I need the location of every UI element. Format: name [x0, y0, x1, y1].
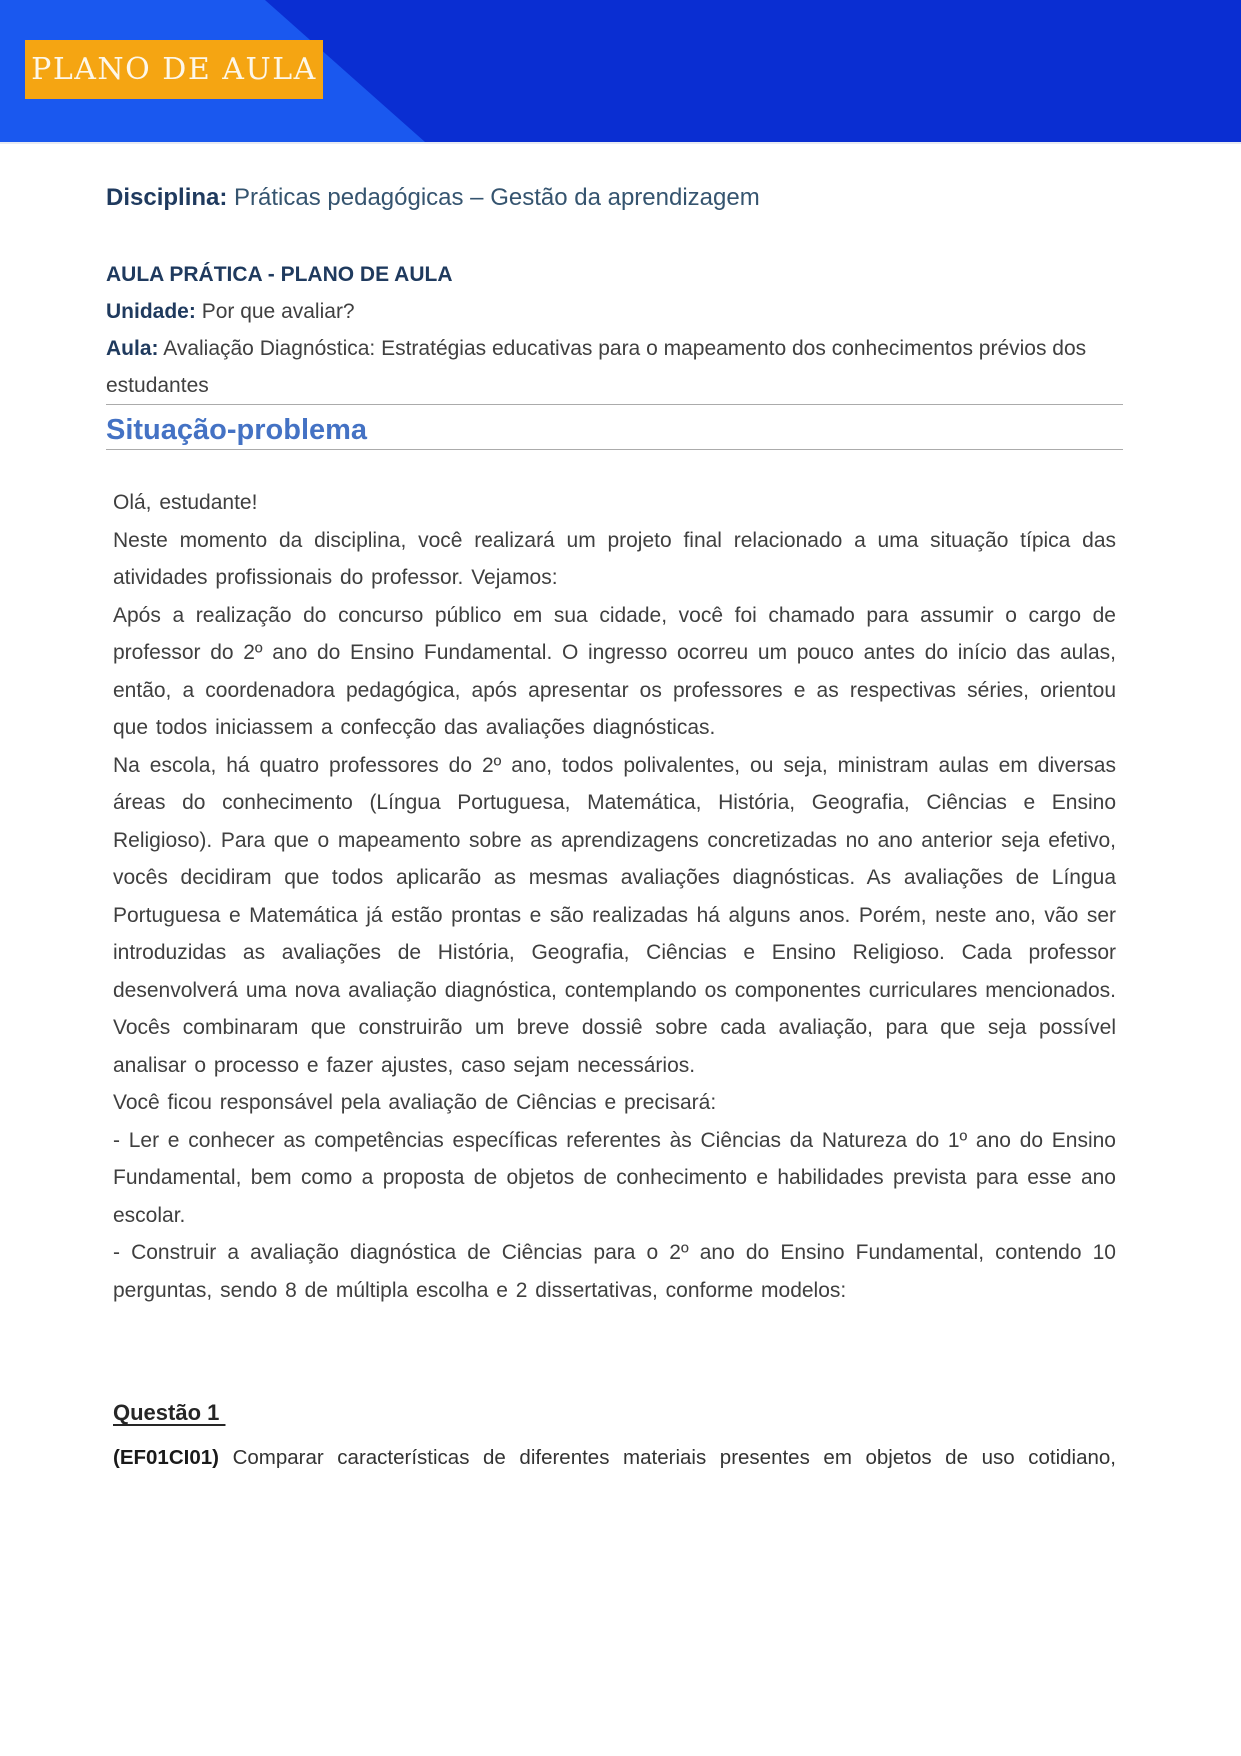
discipline-value: Práticas pedagógicas – Gestão da aprendizagem	[234, 184, 760, 211]
discipline-label: Disciplina:	[106, 184, 228, 211]
lesson-meta	[106, 256, 1123, 404]
lesson-value: Avaliação Diagnóstica: Estratégias educativas para o mapeamento dos conhecimentos prévios dos estudantes	[106, 337, 1087, 397]
practice-title: AULA PRÁTICA - PLANO DE AULA	[106, 263, 453, 286]
paragraph-intro: Neste momento da disciplina, você realizará um projeto final relacionado a uma situação típica das atividades profissionais do professor. Vejamos:	[113, 528, 1116, 589]
skill-text: Comparar características de diferentes materiais presentes em objetos de uso cotidiano,	[232, 1446, 1116, 1469]
paragraph-task-read: - Ler e conhecer as competências específicas referentes às Ciências da Natureza do 1º ano do Ensino Fundamental, bem como a proposta de objetos de conhecimento e habilidades prevista para esse ano escolar.	[113, 1128, 1116, 1227]
discipline-title	[106, 182, 1123, 214]
paragraph-context: Após a realização do concurso público em sua cidade, você foi chamado para assumir o cargo de professor do 2º ano do Ensino Fundamental. O ingresso ocorreu um pouco antes do início das aulas, então, a coordenadora pedagógica, após apresentar os professores e as respectivas séries, orientou que todos iniciassem a confecção das avaliações diagnósticas.	[113, 603, 1116, 739]
unit-line	[106, 293, 1123, 330]
section-rule-bottom	[106, 449, 1123, 450]
badge-label: PLANO DE AULA	[31, 52, 317, 87]
paragraph-school: Na escola, há quatro professores do 2º ano, todos polivalentes, ou seja, ministram aulas em diversas áreas do conhecimento (Língua Portuguesa, Matemática, História, Geografia, Ciências e Ensino Religioso). Para que o mapeamento sobre as aprendizagens concretizadas no ano anterior seja efetivo, vocês decidiram que todos aplicarão as mesmas avaliações diagnósticas. As avaliações de Língua Portuguesa e Matemática já estão prontas e são realizadas há alguns anos. Porém, neste ano, vão ser introduzidas as avaliações de História, Geografia, Ciências e Ensino Religioso. Cada professor desenvolverá uma nova avaliação diagnóstica, contemplando os componentes curriculares mencionados. Vocês combinaram que construirão um breve dossiê sobre cada avaliação, para que seja possível analisar o processo e fazer ajustes, caso sejam necessários.	[113, 753, 1116, 1077]
plano-de-aula-badge	[25, 40, 323, 99]
question-1-skill-line	[113, 1443, 1116, 1473]
unit-value: Por que avaliar?	[201, 300, 355, 323]
paragraph-responsibility: Você ficou responsável pela avaliação de Ciências e precisará:	[113, 1091, 717, 1114]
skill-code: (EF01CI01)	[113, 1446, 219, 1469]
lesson-line	[106, 330, 1123, 404]
paragraph-greeting: Olá, estudante!	[113, 491, 258, 514]
lesson-label: Aula:	[106, 337, 159, 360]
section-title: Situação-problema	[106, 414, 368, 446]
situation-problem-text	[113, 484, 1116, 1309]
section-rule-top	[106, 404, 1123, 405]
banner-header	[0, 0, 1241, 144]
paragraph-task-build: - Construir a avaliação diagnóstica de Ciências para o 2º ano do Ensino Fundamental, contendo 10 perguntas, sendo 8 de múltipla escolha e 2 dissertativas, conforme modelos:	[113, 1241, 1116, 1302]
question-1-title: Questão 1	[113, 1400, 226, 1425]
unit-label: Unidade:	[106, 300, 196, 323]
document-content	[106, 182, 1123, 1473]
